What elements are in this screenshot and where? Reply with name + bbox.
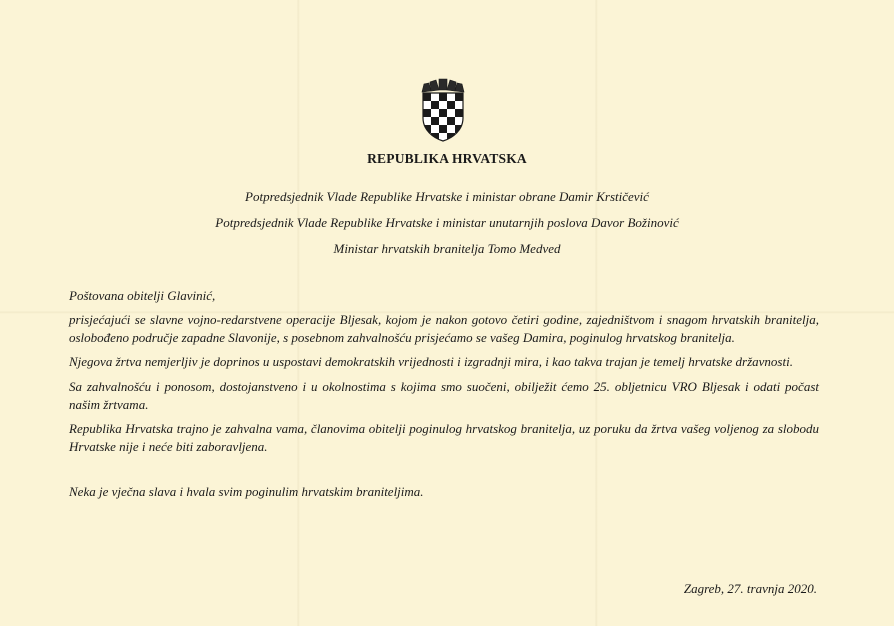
paragraph-3: Sa zahvalnošću i ponosom, dostojanstveno i u okolnostima s kojima smo suočeni, obilježit ćemo 25. obljetnicu VRO Bljesak i odati počast našim žrtvama. [69, 379, 819, 412]
closing-line: Neka je vječna slava i hvala svim poginulim hrvatskim braniteljima. [69, 484, 424, 499]
paragraph-2: Njegova žrtva nemjerljiv je doprinos u uspostavi demokratskih vrijednosti i izgradnji mira, i kao takva trajan je temelj hrvatske državnosti. [69, 354, 793, 369]
official-line-3: Ministar hrvatskih branitelja Tomo Medved [333, 241, 561, 256]
official-line-1: Potpredsjednik Vlade Republike Hrvatske i ministar obrane Damir Krstičević [245, 189, 649, 204]
paragraph-1: prisjećajući se slavne vojno-redarstvene operacije Bljesak, kojom je nakon gotovo četiri godine, zajedništvom i snagom hrvatskih branitelja, oslobođeno područje zapadne Slavonije, s posebnom zahvalnošću prisjećamo se vašeg Damira, poginulog hrvatskog branitelja. [69, 312, 819, 345]
croatian-coat-of-arms-icon [419, 78, 467, 142]
salutation: Poštovana obitelji Glavinić, [69, 288, 216, 303]
place-and-date: Zagreb, 27. travnja 2020. [683, 581, 817, 596]
paragraph-4: Republika Hrvatska trajno je zahvalna vama, članovima obitelji poginulog hrvatskog branitelja, uz poruku da žrtva vašeg voljenog za slobodu Hrvatske nije i neće biti zaboravljena. [69, 421, 819, 454]
letterhead-country: REPUBLIKA HRVATSKA [367, 151, 527, 166]
official-line-2: Potpredsjednik Vlade Republike Hrvatske i ministar unutarnjih poslova Davor Božinović [215, 215, 679, 230]
